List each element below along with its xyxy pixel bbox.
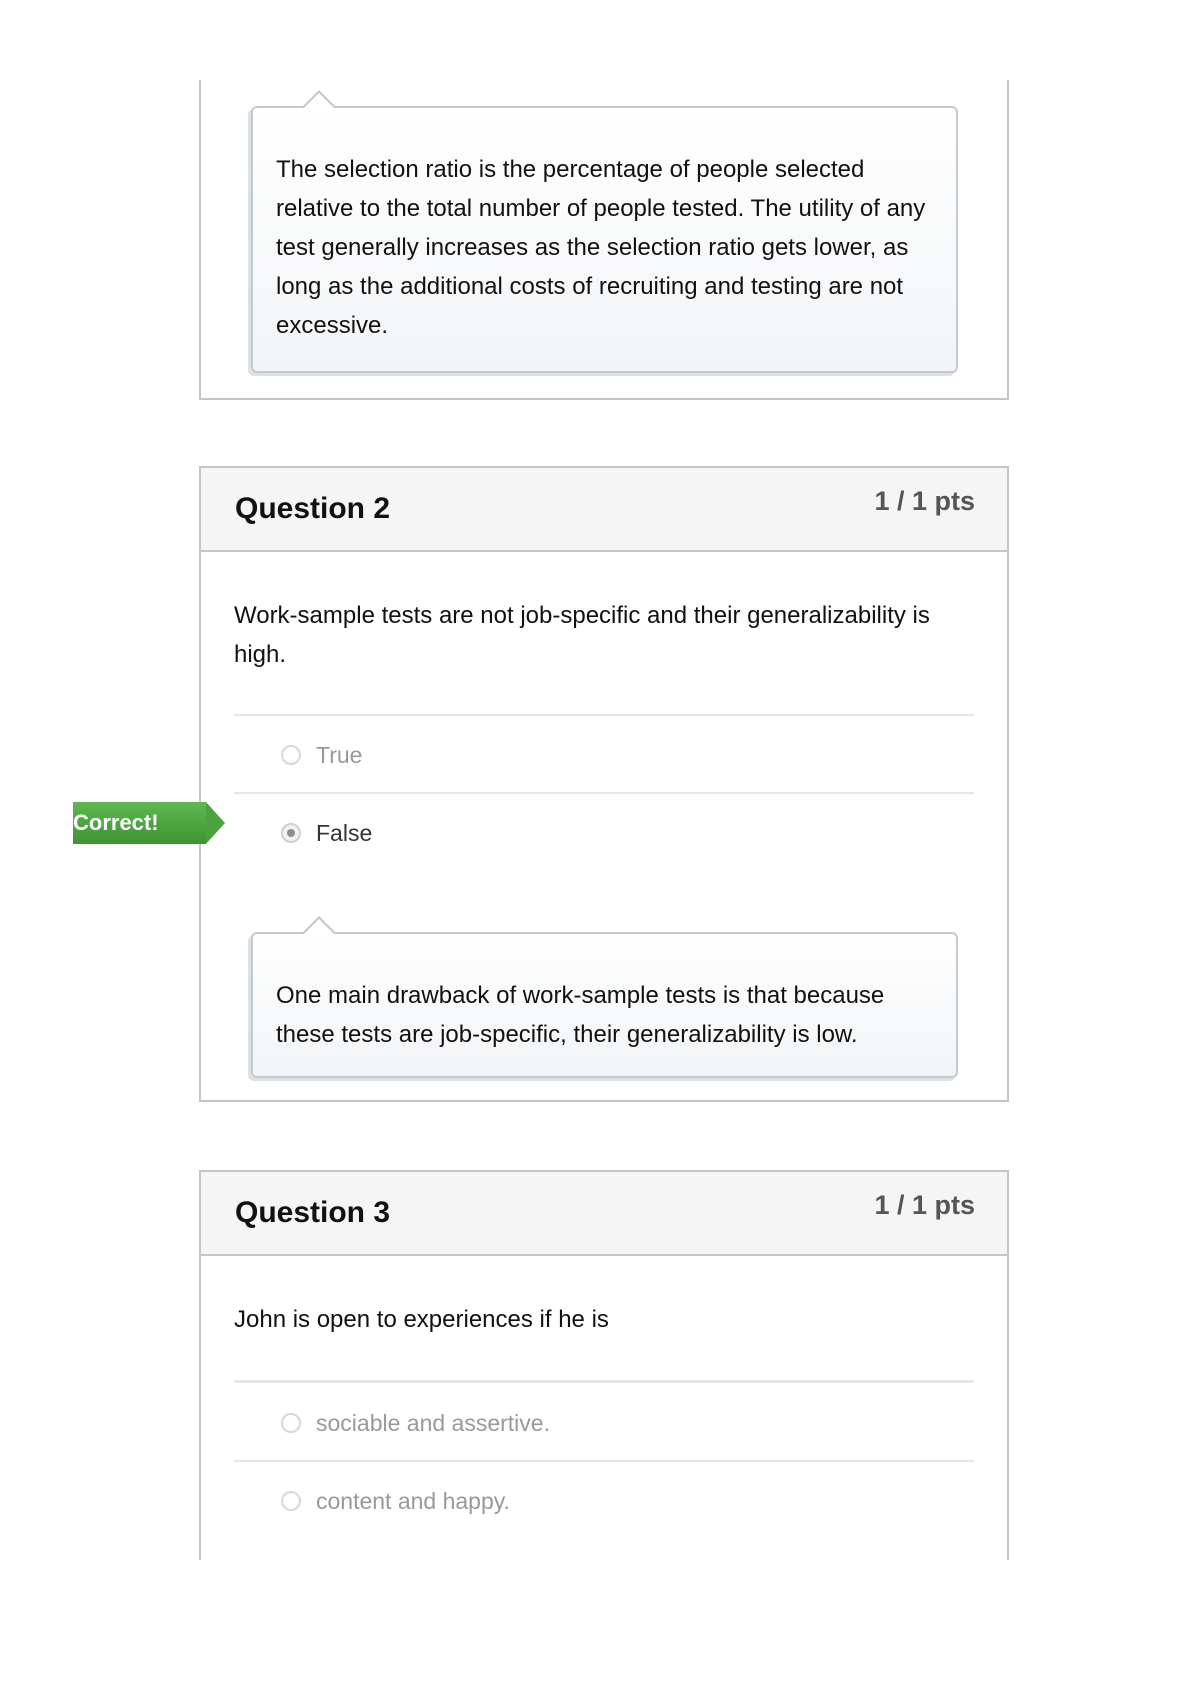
question-1-feedback bbox=[251, 106, 958, 373]
question-text: Work-sample tests are not job-specific and their generalizability is high. bbox=[234, 602, 930, 668]
answer-label: True bbox=[316, 741, 363, 768]
question-points: 1 / 1 pts bbox=[874, 1190, 975, 1220]
answer-label: content and happy. bbox=[316, 1487, 510, 1514]
answer-divider bbox=[234, 714, 974, 716]
answer-label: sociable and assertive. bbox=[316, 1409, 550, 1436]
radio-button[interactable] bbox=[281, 745, 301, 765]
correct-flag bbox=[73, 802, 225, 844]
radio-button[interactable] bbox=[281, 1413, 301, 1433]
question-header bbox=[201, 1172, 1007, 1256]
question-text: John is open to experiences if he is bbox=[234, 1306, 609, 1333]
feedback-text: The selection ratio is the percentage of people selected relative to the total number of people tested. The utility of any test generally increases as the selection ratio gets lower, as long as the additional costs of recruiting and testing are not excessive. bbox=[276, 156, 926, 339]
radio-button-selected[interactable] bbox=[281, 823, 301, 843]
correct-flag-label: Correct! bbox=[73, 810, 159, 835]
answer-label: False bbox=[316, 819, 373, 846]
question-header bbox=[201, 468, 1007, 552]
answer-true[interactable] bbox=[281, 737, 362, 773]
question-points: 1 / 1 pts bbox=[874, 486, 975, 516]
question-2-card bbox=[199, 466, 1009, 1102]
question-title: Question 3 bbox=[235, 1196, 391, 1229]
answer-false[interactable] bbox=[281, 815, 372, 851]
answer-divider bbox=[234, 1460, 974, 1462]
question-2-feedback bbox=[251, 932, 958, 1078]
answer-option-a[interactable] bbox=[281, 1405, 550, 1441]
question-3-card bbox=[199, 1170, 1009, 1560]
radio-button[interactable] bbox=[281, 1491, 301, 1511]
feedback-text: One main drawback of work-sample tests is that because these tests are job-specific, their generalizability is low. bbox=[276, 982, 885, 1048]
answer-divider bbox=[234, 792, 974, 794]
question-title: Question 2 bbox=[235, 492, 391, 525]
correct-flag-arrow bbox=[206, 802, 225, 844]
answer-divider bbox=[234, 1380, 974, 1383]
answer-option-b[interactable] bbox=[281, 1483, 510, 1519]
question-1-card bbox=[199, 80, 1009, 400]
